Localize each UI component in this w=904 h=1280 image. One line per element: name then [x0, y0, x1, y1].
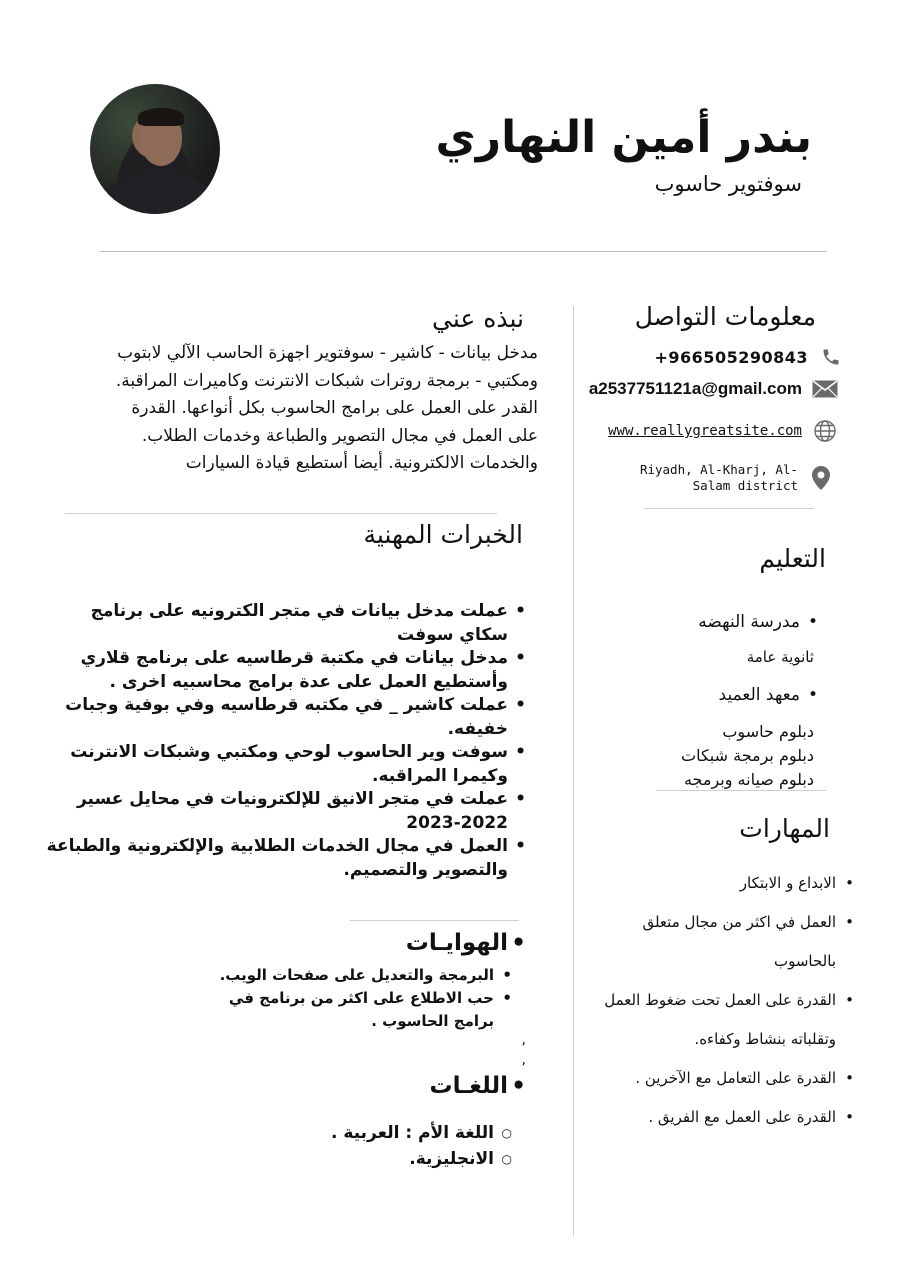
skills-list [591, 864, 854, 1137]
job-title: سوفتوير حاسوب [654, 172, 802, 196]
school-1-detail: ثانوية عامة [746, 648, 814, 666]
empty-bullets [522, 1030, 526, 1070]
experience-list [38, 600, 526, 882]
location-pin-icon [808, 465, 834, 491]
phone-number[interactable]: +966505290843 [654, 347, 808, 367]
languages-heading-list [208, 1073, 526, 1099]
about-text: مدخل بيانات - كاشير - سوفتوير اجهزة الحاسب الآلي لابتوب ومكتبي - برمجة روترات شبكات الانترنت وكاميرات المراقبة. القدر على العمل على برامج الحاسوب بكل أنواعها. القدرة على العمل في مجال التصوير والطباعة وخدمات الطلاب. والخدمات الالكترونية. أيضا أستطيع قيادة السيارات [115, 343, 538, 473]
website-link[interactable]: www.reallygreatsite.com [608, 423, 802, 439]
skill-item: • الابداع و الابتكار [591, 864, 836, 903]
experience-item: • العمل في مجال الخدمات الطلابية والإلكترونية والطباعة والتصوير والتصميم. [38, 835, 508, 882]
experience-item: • عملت كاشير _ في مكتبه قرطاسيه وفي بوفية وجبات خفيفه. [38, 694, 508, 741]
email-address[interactable]: a2537751121a@gmail.com [588, 379, 802, 398]
photo-hair [138, 108, 184, 126]
education-heading: التعليم [759, 544, 826, 573]
hobbies-heading-list [208, 930, 526, 956]
hobby-item: • حب الاطلاع على اكثر من برنامج في برامج الحاسوب . [204, 987, 494, 1033]
contact-phone [594, 344, 844, 370]
contact-website [578, 418, 838, 444]
skills-heading: المهارات [739, 814, 830, 843]
experience-divider [350, 920, 519, 921]
skill-item: • العمل في اكثر من مجال متعلق بالحاسوب [591, 903, 836, 981]
skill-item: • القدرة على العمل مع الفريق . [591, 1098, 836, 1137]
about-divider [65, 513, 497, 514]
globe-icon [812, 418, 838, 444]
phone-icon [818, 344, 844, 370]
experience-item: • سوفت وير الحاسوب لوحي ومكتبي وشبكات الانترنت وكيمرا المراقبه. [38, 741, 508, 788]
skill-item: • القدرة على العمل تحت ضغوط العمل وتقلباته بنشاط وكفاءه. [591, 981, 836, 1059]
address-text [640, 462, 798, 494]
languages-heading: • اللغـات [208, 1073, 508, 1099]
hobby-item: • البرمجة والتعديل على صفحات الويب. [204, 964, 494, 987]
skill-item: • القدرة على التعامل مع الآخرين . [591, 1059, 836, 1098]
address-line-2: Salam district [692, 478, 798, 493]
address-line-1: Riyadh, Al-Kharj, Al- [639, 462, 798, 477]
about-heading: نبذه عني [432, 304, 524, 333]
contact-divider [644, 508, 814, 509]
languages-list [204, 1120, 512, 1172]
diploma-item: دبلوم صيانه وبرمجه [683, 770, 814, 789]
hobbies-list [204, 964, 512, 1033]
education-list [580, 610, 818, 634]
bullet-dot: , [521, 1052, 526, 1068]
education-list-2 [580, 683, 818, 707]
column-divider [573, 306, 574, 1236]
contact-heading: معلومات التواصل [634, 302, 816, 331]
header-divider [100, 251, 826, 252]
experience-item: • عملت مدخل بيانات في متجر الكترونيه على برنامج سكاي سوفت [38, 600, 508, 647]
experience-item: • مدخل بيانات في مكتبة قرطاسيه على برنامج قلاري وأستطيع العمل على عدة برامج محاسبيه اخرى . [38, 647, 508, 694]
bullet-dot: , [521, 1032, 526, 1048]
education-divider [656, 790, 826, 791]
full-name: بندر أمين النهاري [435, 112, 812, 163]
language-item: ○ الانجليزية. [204, 1146, 494, 1172]
contact-email [558, 376, 838, 402]
experience-heading: الخبرات المهنية [363, 520, 523, 549]
profile-photo [90, 84, 220, 214]
language-item: ○ اللغة الأم : العربية . [204, 1120, 494, 1146]
contact-address [584, 462, 834, 494]
school-1: • مدرسة النهضه [580, 610, 800, 634]
experience-item: • عملت في متجر الانيق للإلكترونيات في محايل عسير 2022-2023 [38, 788, 508, 835]
diploma-item: دبلوم برمجة شبكات [681, 746, 814, 765]
hobbies-heading: • الهوايـات [208, 930, 508, 956]
envelope-icon [812, 376, 838, 402]
photo-body [104, 172, 214, 214]
school-2-details [681, 720, 814, 792]
school-2: • معهد العميد [580, 683, 800, 707]
diploma-item: دبلوم حاسوب [722, 722, 814, 741]
